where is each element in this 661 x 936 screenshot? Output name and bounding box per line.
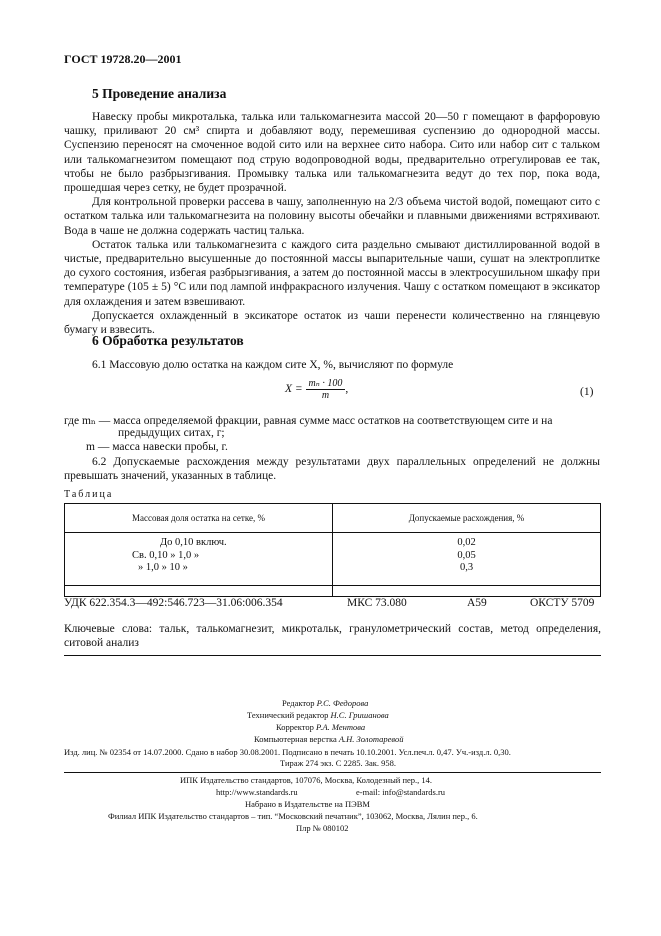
udk-code: УДК 622.354.3—492:546.723—31.06:006.354: [64, 597, 283, 609]
table-cell-line: 0,05: [457, 549, 476, 561]
divider: [64, 585, 601, 586]
table-cell-line: » 1,0 » 10 »: [138, 562, 188, 573]
table-caption: Таблица: [64, 489, 114, 500]
divider: [64, 772, 601, 773]
paragraph: Остаток талька или талькомагнезита с каждого сита раздельно смывают дистиллированной водой в чистые, предварительно высушенные до постоянной массы выпарительные чаши, сушат на электроплитке до сухого состояния, избегая разбрызгивания, а затем до постоянной массы в электросушильном шкафу при температуре (105 ± 5) °С или под лампой инфракрасного излучения. Чашу с остатком помещают в эксикатор для охлаждения и затем взвешивают.: [64, 238, 600, 308]
credit-role: Корректор: [276, 722, 314, 732]
table-cell-line: 0,3: [459, 562, 474, 573]
table-cell: [65, 533, 333, 597]
imprint-line: Набрано в Издательстве на ПЭВМ: [245, 799, 370, 809]
table-header-cell: Допускаемые расхождения, %: [333, 504, 601, 533]
formula-number: (1): [580, 386, 594, 398]
credit-name: А.Н. Золотаревой: [338, 734, 404, 744]
email-link[interactable]: e-mail: info@standards.ru: [356, 787, 446, 797]
website-link[interactable]: http://www.standards.ru: [216, 787, 298, 797]
imprint-line: Филиал ИПК Издательство стандартов – тип. “Московский печатник”, 103062, Москва, Лялин пер., 6.: [108, 811, 478, 821]
formula-fraction: [306, 378, 349, 401]
paragraph: Для контрольной проверки рассева в чашу, заполненную на 2/3 объема чистой водой, помещают сито с остатком талька или талькомагнезита на половину высоты обечайки и плавными движениями встряхивают. Вода в чаше не должна содержать частиц талька.: [64, 196, 600, 237]
table-header-cell: Массовая доля остатка на сетке, %: [65, 504, 333, 533]
formula-tail: ,: [345, 383, 349, 396]
document-header: ГОСТ 19728.20—2001: [64, 52, 182, 66]
table-cell: [333, 533, 601, 597]
clause-6-2: [64, 455, 600, 483]
credit-editor: [282, 698, 368, 708]
section-6-title: 6 Обработка результатов: [92, 333, 244, 348]
credit-name: Р.С. Федорова: [316, 698, 369, 708]
credit-tech-editor: [247, 710, 389, 720]
section-5-body: [64, 110, 600, 337]
keywords: Ключевые слова: тальк, талькомагнезит, микротальк, гранулометрический состав, метод определения, ситовой анализ: [64, 623, 601, 650]
table-cell-line: Св. 0,10 » 1,0 »: [132, 549, 200, 561]
credit-layout: [254, 734, 403, 744]
formula-denominator: m: [321, 390, 330, 401]
table-row: [65, 533, 601, 597]
formula-numerator: mₙ · 100: [306, 378, 346, 390]
credit-name: Р.А. Ментова: [316, 722, 366, 732]
credit-role: Редактор: [282, 698, 315, 708]
paragraph: Допускается охлажденный в эксикаторе остаток из чаши перенести количественно на глянцевую бумагу и взвесить.: [64, 309, 600, 337]
tolerance-table: [64, 503, 601, 597]
credit-name: Н.С. Гришанова: [330, 710, 389, 720]
credit-role: Компьютерная верстка: [254, 734, 337, 744]
imprint-line: Тираж 274 экз. С 2285. Зак. 958.: [280, 758, 397, 768]
mks-code: МКС 73.080: [347, 597, 407, 609]
paragraph: 6.2 Допускаемые расхождения между результатами двух параллельных определений не должны превышать значений, указанных в таблице.: [64, 456, 600, 483]
formula-lhs: X =: [285, 383, 303, 396]
formula-1: [285, 378, 348, 401]
table-header-row: [65, 504, 601, 533]
where-mn-cont: предыдущих ситах, г;: [118, 427, 225, 439]
section-5-title: 5 Проведение анализа: [92, 86, 227, 101]
okstu-code: ОКСТУ 5709: [530, 597, 595, 609]
divider: [64, 655, 601, 656]
where-mn: где mₙ — масса определяемой фракции, равная сумме масс остатков на соответствующем сите и на: [64, 415, 553, 427]
table-cell-line: 0,02: [457, 537, 476, 548]
credit-role: Технический редактор: [247, 710, 329, 720]
clause-6-1: 6.1 Массовую долю остатка на каждом сите X, %, вычисляют по формуле: [92, 359, 454, 371]
group-code: А59: [467, 597, 487, 609]
imprint-line: Изд. лиц. № 02354 от 14.07.2000. Сдано в набор 30.08.2001. Подписано в печать 10.10.2001. Усл.печ.л. 0,47. Уч.-изд.л. 0,30.: [64, 747, 511, 757]
table-cell-line: До 0,10 включ.: [160, 537, 227, 548]
imprint-line: Плр № 080102: [296, 823, 349, 833]
credit-proofreader: [276, 722, 365, 732]
imprint-line: ИПК Издательство стандартов, 107076, Москва, Колодезный пер., 14.: [180, 775, 433, 785]
where-m: m — масса навески пробы, г.: [86, 441, 228, 453]
paragraph: Навеску пробы микроталька, талька или талькомагнезита массой 20—50 г помещают в фарфоровую чашку, приливают 20 см³ спирта и добавляют воду, перемешивая суспензию до однородной массы. Суспензию переносят на смоченное водой сито или на верхнее сито набора. Сито или набор сит с тальком или талькомагнезитом помещают под струю водопроводной воды, предварительно отрегулировав ее так, чтобы не было разбрызгивания. Промывку талька или талькомагнезита ведут до тех пор, пока вода, прошедшая через сетку, не будет прозрачной.: [64, 111, 600, 195]
